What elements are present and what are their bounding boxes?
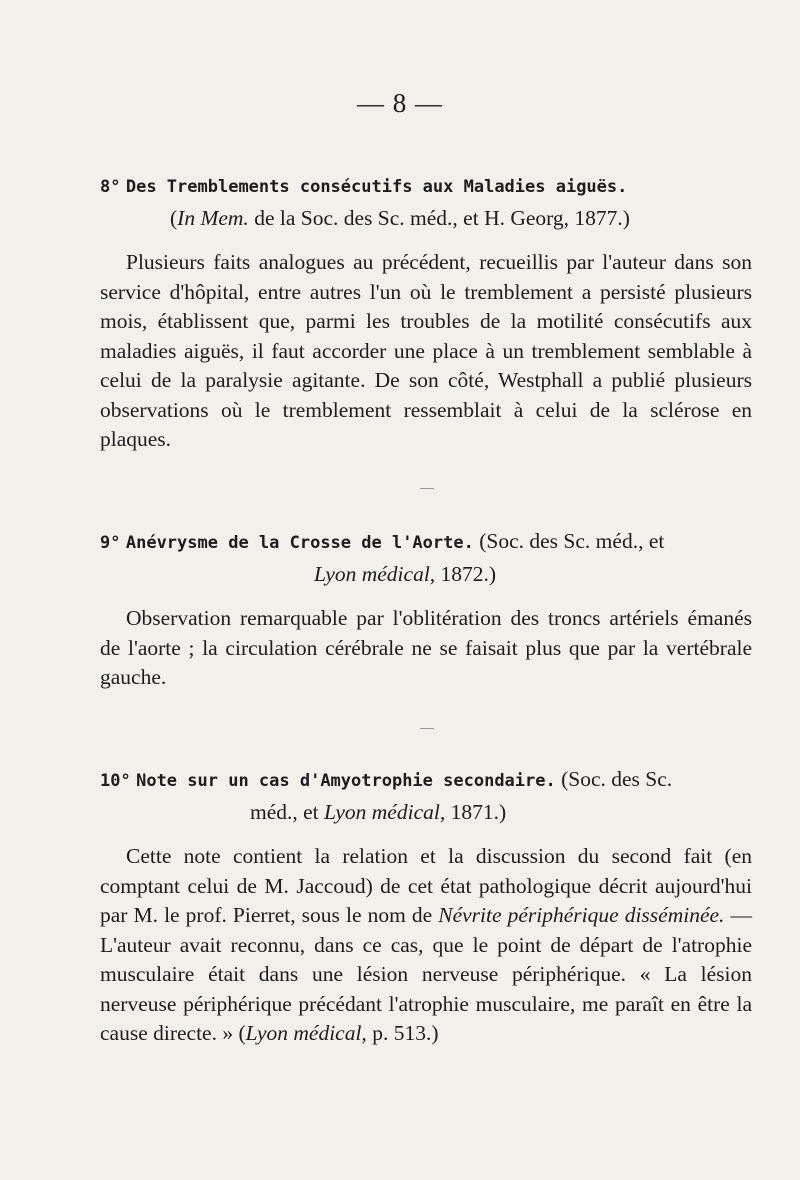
entry-10 — [100, 764, 752, 1049]
body-text: — L'auteur avait reconnu, dans ce cas, que le point de départ de l'atrophie musculaire était dans une lésion nerveuse périphérique. « La lésion nerveuse périphérique précédant l'atrophie musculaire, me paraît en être la cause directe. » ( — [100, 903, 753, 1045]
entry-body: Plusieurs faits analogues au précédent, recueillis par l'auteur dans son service d'hôpital, entre autres l'un où le tremblement a persisté plusieurs mois, établissent que, parmi les troubles de la motilité consécutifs aux maladies aiguës, il faut accorder une place à un tremblement semblable à celui de la paralysie agitante. De son côté, Westphall a publié plusieurs observations où le tremblement ressemblait à celui de la sclérose en plaques. — [100, 250, 752, 451]
entry-8 — [100, 170, 752, 455]
entry-number: 8° — [100, 177, 121, 197]
source-prefix: méd., et — [250, 800, 325, 824]
entry-title: Note sur un cas d'Amyotrophie secondaire. — [136, 771, 556, 791]
entry-body: Observation remarquable par l'oblitération des troncs artériels émanés de l'aorte ; la circulation cérébrale ne se faisait plus que par la vertébrale gauche. — [100, 606, 752, 689]
entry-source — [100, 203, 752, 234]
entry-title: Des Tremblements consécutifs aux Maladies aiguës. — [125, 177, 628, 197]
source-prefix: ( — [170, 206, 178, 230]
entry-source-line1: (Soc. des Sc. méd., et — [479, 529, 665, 553]
entry-number: 9° — [100, 533, 121, 553]
source-rest: 1871.) — [445, 800, 507, 824]
entry-heading — [100, 526, 752, 590]
entry-heading — [100, 170, 752, 234]
section-divider — [420, 728, 434, 729]
entry-source — [100, 559, 752, 590]
entry-number: 10° — [100, 771, 131, 791]
entry-heading — [100, 764, 752, 828]
source-italic: Lyon médical, — [314, 562, 436, 586]
section-divider — [420, 488, 434, 489]
entry-title: Anévrysme de la Crosse de l'Aorte. — [125, 533, 474, 553]
body-text: Cette note contient la relation et la discussion du second fait (en comptant celui de M. Jaccoud) de cet état pathologique décrit aujourd'hui par M. le prof. Pierret, sous le nom de — [100, 844, 752, 927]
entry-source — [100, 797, 752, 828]
body-italic-term: Névrite périphérique disséminée. — [438, 903, 725, 927]
source-rest: 1872.) — [435, 562, 497, 586]
body-italic-citation: Lyon médical, — [245, 1021, 367, 1045]
entry-9 — [100, 526, 752, 693]
source-italic: Lyon médical, — [324, 800, 446, 824]
source-rest: de la Soc. des Sc. méd., et H. Georg, 1877.) — [248, 206, 630, 230]
source-italic: In Mem. — [177, 206, 249, 230]
page-number: — 8 — — [357, 88, 443, 118]
body-text: p. 513.) — [366, 1021, 439, 1045]
entry-source-line1: (Soc. des Sc. — [561, 767, 673, 791]
entry-body — [100, 842, 752, 1049]
